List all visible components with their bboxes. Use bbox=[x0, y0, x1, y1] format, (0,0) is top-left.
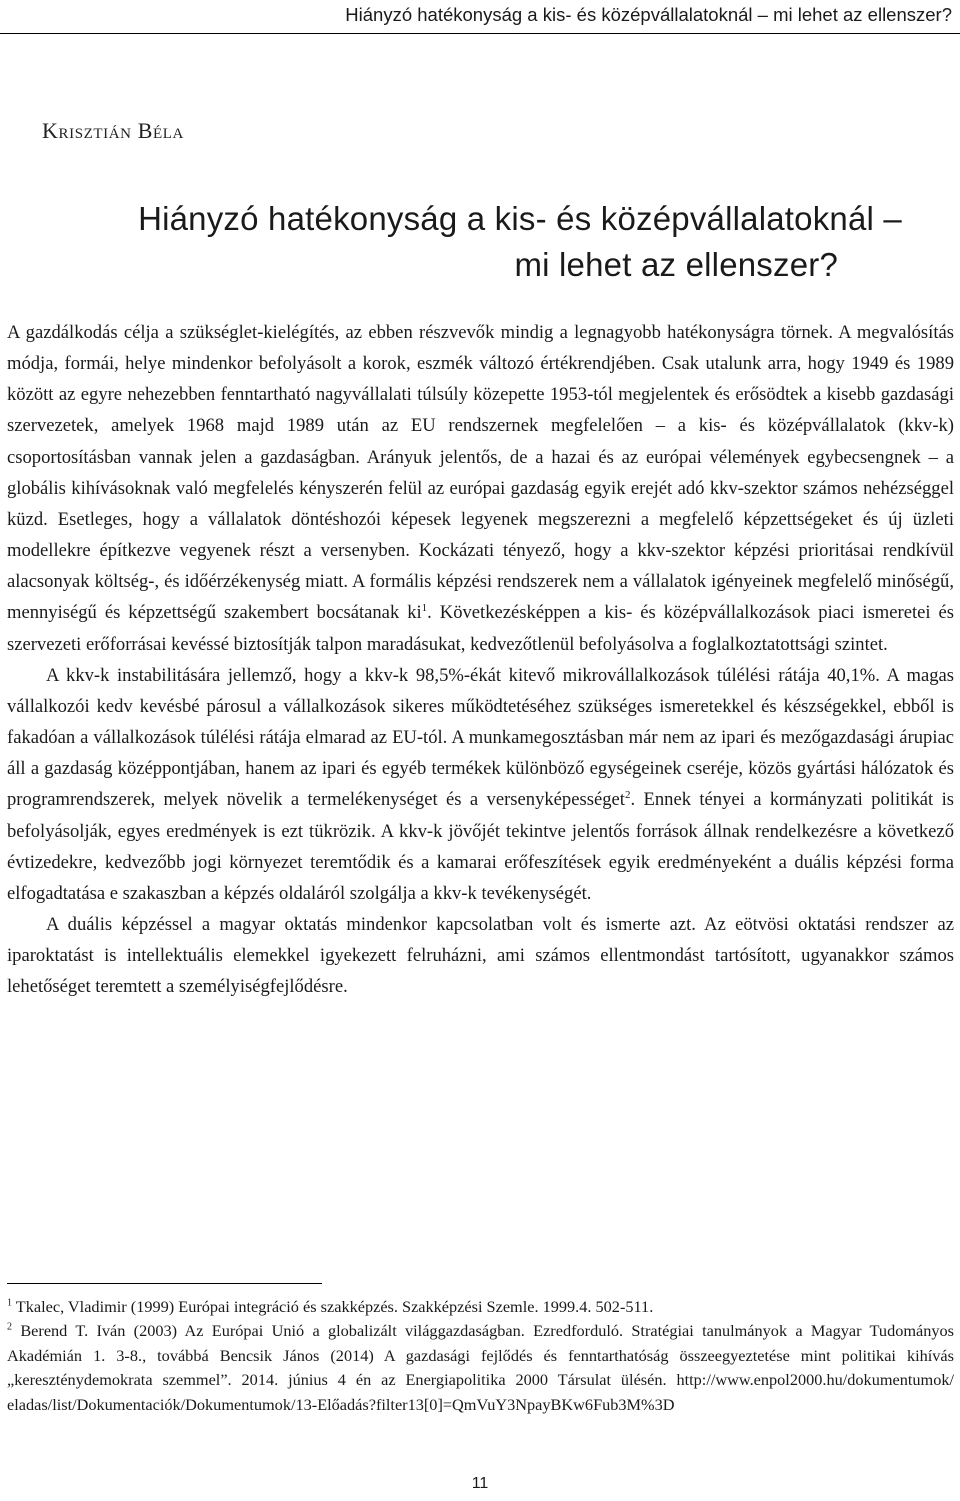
paragraph-2-text-b: . Ennek tényei a kormányzati politikát is befolyásolják, egyes eredmények is ezt tükrözik. A kkv-k jövőjét tekintve jelentős források állnak rendelkezésre a következő évtizedekre, kedvezőbb jogi környezet teremtődik és a kamarai erőfeszítések egyik eredményeként a duális képzési forma elfogadtatása e szakaszban a képzés oldaláról szolgálja a kkv-k tevékenységét. bbox=[7, 789, 954, 904]
header-rule bbox=[0, 33, 960, 34]
article-title bbox=[0, 196, 960, 288]
footnote-1-number: 1 bbox=[7, 1297, 12, 1309]
paragraph-3: A duális képzéssel a magyar oktatás mindenkor kapcsolatban volt és ismerte azt. Az eötvösi oktatási rendszer az iparoktatást is intellektuális elemekkel igyekezett felruházni, ami számos ellentmondást tartósított, ugyanakkor számos lehetőséget teremtett a személyiségfejlődésre. bbox=[7, 913, 954, 998]
footnote-1 bbox=[7, 1295, 954, 1319]
paragraph-1-text-a: A gazdálkodás célja a szükséglet-kielégítés, az ebben részvevők mindig a legnagyobb hatékonyságra törnek. A megvalósítás módja, formái, helye mindenkor befolyásolt a korok, eszmék változó értékrendjében. Csak utalunk arra, hogy 1949 és 1989 között az egyre nehezebben fenntartható nagyvállalati túlsúly közepette 1953-tól megjelentek és erősödtek a kisebb gazdasági szervezetek, amelyek 1968 majd 1989 után az EU rendszernek megfelelően – a kis- és középvállalatok (kkv-k) csoportosításban vannak jelen a gazdaságban. Arányuk jelentős, de a hazai és az európai vélemények egybecsengnek – a globális kihívásoknak való megfelelés kényszerén felül az európai gazdaság egyik erejét adó kkv-szektor számos nehézséggel küzd. Esetleges, hogy a vállalatok döntéshozói képesek legyenek megszerezni a megfelelő képzettségeket és új üzleti modellekre építkezve vegyenek részt a versenyben. Kockázati tényező, hogy a kkv-szektor képzési prioritásai rendkívül alacsonyak költség-, és időérzékenység miatt. A formális képzési rendszerek nem a vállalatok igényeinek megfelelő minőségű, mennyiségű és képzettségű szakembert bocsátanak ki bbox=[7, 322, 954, 624]
footnote-rule bbox=[7, 1283, 322, 1284]
paragraph-2 bbox=[7, 660, 954, 909]
footnotes bbox=[7, 1295, 954, 1417]
footnote-2-text: Berend T. Iván (2003) Az Európai Unió a globalizált világgazdaságban. Ezredforduló. Stratégiai tanulmányok a Magyar Tudományos Akadémián 1. 3-8., továbbá Bencsik János (2014) A gazdasági fejlődés és fenntarthatóság összeegyeztetése mint politikai kihívás „kereszténydemokrata szemmel”. 2014. június 4 én az Energiapolitika 2000 Társulat ülésén. http://www.enpol2000.hu/dokumentumok/ eladas/list/Dokumentaciók/Dokumentumok/13-Előadás?filter13[0]=QmVuY3NpayBKw6Fub3M%3D bbox=[7, 1321, 954, 1414]
footnote-ref-2[interactable]: 2 bbox=[624, 789, 631, 802]
title-line-1: Hiányzó hatékonyság a kis- és középvállalatoknál – bbox=[138, 200, 902, 237]
running-header: Hiányzó hatékonyság a kis- és középvállalatoknál – mi lehet az ellenszer? bbox=[345, 4, 952, 25]
article-body bbox=[7, 317, 954, 1002]
footnote-2 bbox=[7, 1319, 954, 1417]
title-line-2: mi lehet az ellenszer? bbox=[514, 246, 838, 283]
footnote-1-text: Tkalec, Vladimir (1999) Európai integráció és szakképzés. Szakképzési Szemle. 1999.4. 502-511. bbox=[15, 1297, 654, 1316]
paragraph-2-text-a: A kkv-k instabilitására jellemző, hogy a kkv-k 98,5%-ékát kitevő mikrovállalkozások túlélési rátája 40,1%. A magas vállalkozói kedv kevésbé párosul a vállalkozások sikeres működtetéséhez szükséges ismeretekkel és készségekkel, ebből is fakadóan a vállalkozások túlélési rátája elmarad az EU-tól. A munkamegosztásban már nem az ipari és mezőgazdasági árupiac áll a gazdaság középpontjában, hanem az ipari és egyéb termékek különböző egységeinek cseréje, közös gyártási hálózatok és programrendszerek, melyek növelik a termelékenységet és a versenyképességet bbox=[7, 664, 954, 811]
paragraph-1 bbox=[7, 317, 954, 660]
footnote-ref-1[interactable]: 1 bbox=[421, 602, 428, 615]
footnote-2-number: 2 bbox=[7, 1321, 12, 1333]
paragraph-1-text-b: . Következésképpen a kis- és középvállalkozások piaci ismeretei és szervezeti erőforrásai kevéssé biztosítják talpon maradásukat, kedvezőtlenül befolyásolva a foglalkoztatottsági szintet. bbox=[7, 602, 954, 655]
author-name: Krisztián Béla bbox=[42, 118, 184, 143]
page-number: 11 bbox=[471, 1475, 489, 1492]
